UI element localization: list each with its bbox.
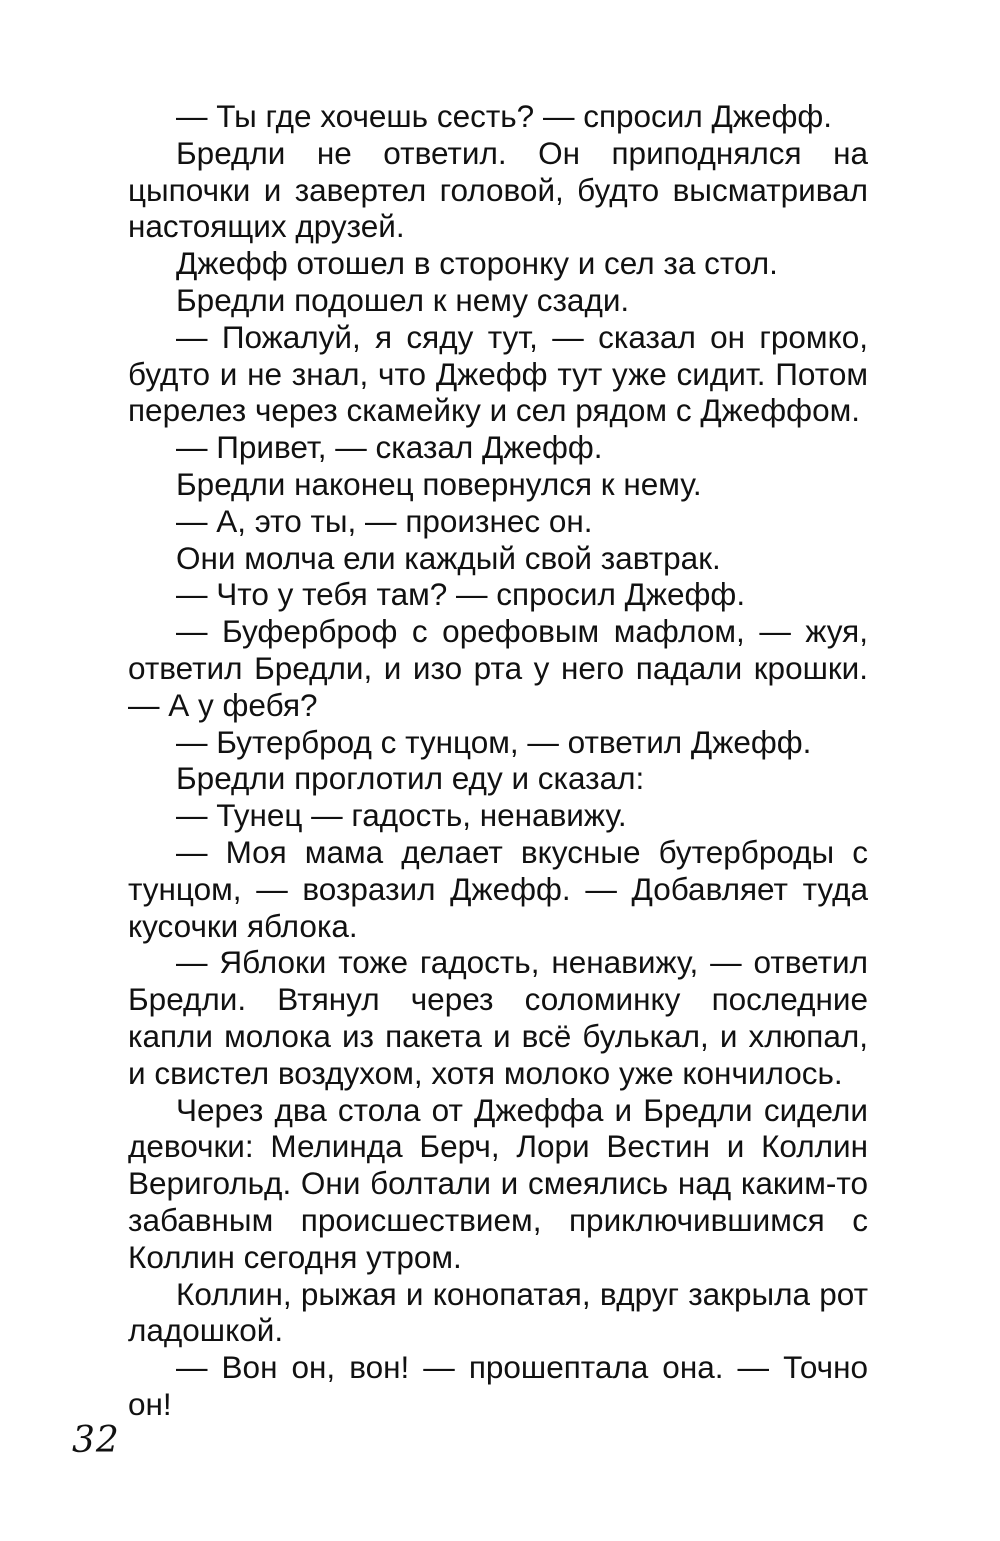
paragraph: Они молча ели каждый свой завтрак. [176, 539, 721, 576]
paragraph: — Моя мама делает вкусные бутерброды с тунцом, — возразил Джефф. — Добавляет туда кусочки яблока. [128, 833, 868, 944]
paragraph: — Буферброф с орефовым мафлом, — жуя, ответил Бредли, и изо рта у него падали крошки. — А у фебя? [128, 613, 868, 723]
paragraph: — А, это ты, — произнес он. [176, 502, 593, 539]
paragraph: — Яблоки тоже гадость, ненавижу, — ответил Бредли. Втянул через соломинку последние капли молока из пакета и всё булькал, и хлюпал, и свистел воздухом, хотя молоко уже кончилось. [128, 944, 868, 1091]
paragraph: Бредли подошел к нему сзади. [176, 281, 630, 318]
paragraph: Через два стола от Джеффа и Бредли сидели девочки: Мелинда Берч, Лори Вестин и Коллин Веригольд. Они болтали и смеялись над каким-то забавным происшествием, приключившимся с Коллин сегодня утром. [128, 1091, 868, 1275]
paragraph: — Бутерброд с тунцом, — ответил Джефф. [176, 723, 812, 760]
paragraph: Джефф отошел в сторонку и сел за стол. [176, 245, 778, 282]
paragraph: Бредли проглотил еду и сказал: [176, 760, 645, 797]
paragraph: Бредли не ответил. Он приподнялся на цыпочки и завертел головой, будто высматривал настоящих друзей. [128, 134, 868, 245]
body-text [128, 98, 868, 1423]
paragraph: — Что у тебя там? — спросил Джефф. [176, 576, 746, 613]
paragraph: — Пожалуй, я сяду тут, — сказал он громко, будто и не знал, что Джефф тут уже сидит. Потом перелез через скамейку и сел рядом с Джеффом. [128, 318, 868, 429]
paragraph: — Привет, — сказал Джефф. [176, 429, 603, 466]
paragraph: — Тунец — гадость, ненавижу. [176, 797, 627, 834]
paragraph: — Вон он, вон! — прошептала она. — Точно он! [128, 1349, 868, 1422]
paragraph: Бредли наконец повернулся к нему. [176, 465, 702, 502]
paragraph: Коллин, рыжая и конопатая, вдруг закрыла рот ладошкой. [128, 1275, 868, 1349]
paragraph: — Ты где хочешь сесть? — спросил Джефф. [176, 98, 833, 134]
page-number: 32 [72, 1420, 120, 1461]
